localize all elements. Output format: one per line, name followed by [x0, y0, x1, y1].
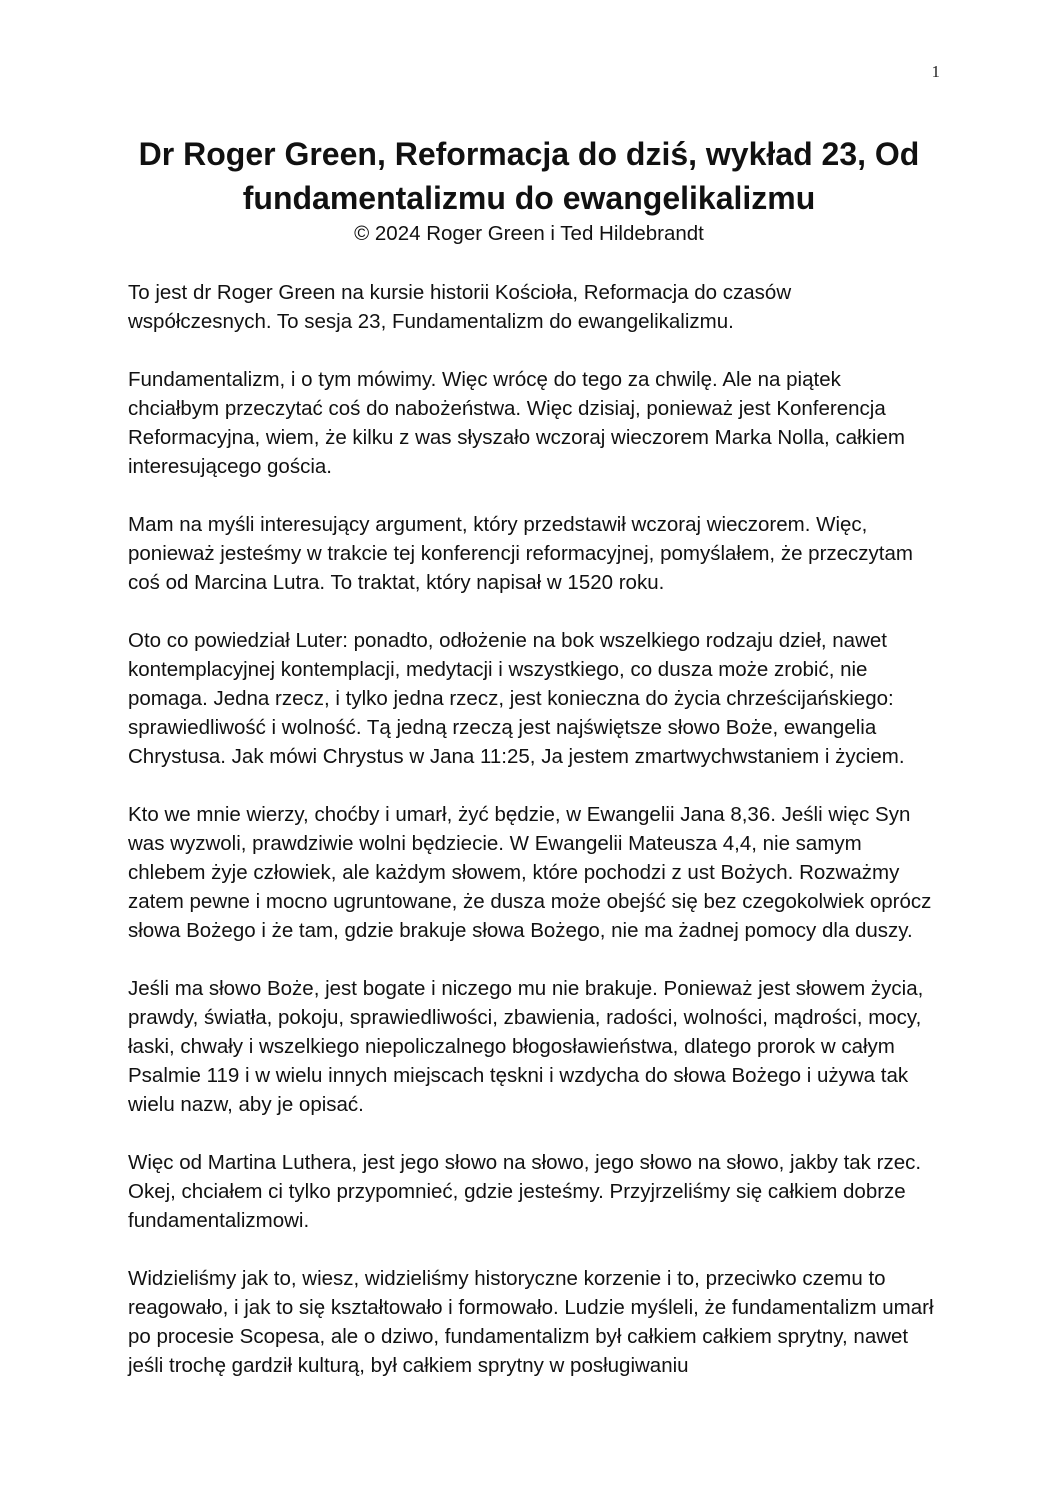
paragraph: To jest dr Roger Green na kursie historii Kościoła, Reformacja do czasów współczesnych. To sesja 23, Fundamentalizm do ewangelikalizmu. — [128, 281, 792, 333]
copyright-line: © 2024 Roger Green i Ted Hildebrandt — [354, 222, 704, 245]
paragraph: Widzieliśmy jak to, wiesz, widzieliśmy historyczne korzenie i to, przeciwko czemu to reagowało, i jak to się kształtowało i formowało. Ludzie myśleli, że fundamentalizm umarł po procesie Scopesa, ale o dziwo, fundamentalizm był całkiem całkiem sprytny, nawet jeśli trochę gardził kulturą, był całkiem sprytny w posługiwaniu — [128, 1267, 934, 1377]
paragraph: Kto we mnie wierzy, choćby i umarł, żyć będzie, w Ewangelii Jana 8,36. Jeśli więc Syn was wyzwoli, prawdziwie wolni będziecie. W Ewangelii Mateusza 4,4, nie samym chlebem żyje człowiek, ale każdym słowem, które pochodzi z ust Bożych. Rozważmy zatem pewne i mocno ugruntowane, że dusza może obejść się bez czegokolwiek oprócz słowa Bożego i że tam, gdzie brakuje słowa Bożego, nie ma żadnej pomocy dla duszy. — [128, 803, 932, 942]
paragraph: Mam na myśli interesujący argument, który przedstawił wczoraj wieczorem. Więc, ponieważ jesteśmy w trakcie tej konferencji reformacyjnej, pomyślałem, że przeczytam coś od Marcina Lutra. To traktat, który napisał w 1520 roku. — [128, 513, 913, 594]
document-body — [128, 278, 934, 1409]
paragraph: Fundamentalizm, i o tym mówimy. Więc wrócę do tego za chwilę. Ale na piątek chciałbym przeczytać coś do nabożeństwa. Więc dzisiaj, ponieważ jest Konferencja Reformacyjna, wiem, że kilku z was słyszało wczoraj wieczorem Marka Nolla, całkiem interesującego gościa. — [128, 368, 905, 478]
paragraph: Oto co powiedział Luter: ponadto, odłożenie na bok wszelkiego rodzaju dzieł, nawet kontemplacyjnej kontemplacji, medytacji i wszystkiego, co dusza może zrobić, nie pomaga. Jedna rzecz, i tylko jedna rzecz, jest konieczna do życia chrześcijańskiego: sprawiedliwość i wolność. Tą jedną rzeczą jest najświętsze słowo Boże, ewangelia Chrystusa. Jak mówi Chrystus w Jana 11:25, Ja jestem zmartwychwstaniem i życiem. — [128, 629, 905, 768]
page-number: 1 — [931, 62, 940, 81]
paragraph: Więc od Martina Luthera, jest jego słowo na słowo, jego słowo na słowo, jakby tak rzec. Okej, chciałem ci tylko przypomnieć, gdzie jesteśmy. Przyjrzeliśmy się całkiem dobrze fundamentalizmowi. — [128, 1151, 922, 1232]
paragraph: Jeśli ma słowo Boże, jest bogate i niczego mu nie brakuje. Ponieważ jest słowem życia, prawdy, światła, pokoju, sprawiedliwości, zbawienia, radości, wolności, mądrości, mocy, łaski, chwały i wszelkiego niepoliczalnego błogosławieństwa, dlatego prorok w całym Psalmie 119 i w wielu innych miejscach tęskni i wzdycha do słowa Bożego i używa tak wielu nazw, aby je opisać. — [128, 977, 924, 1116]
document-title: Dr Roger Green, Reformacja do dziś, wykład 23, Od fundamentalizmu do ewangelikalizmu — [138, 136, 920, 216]
